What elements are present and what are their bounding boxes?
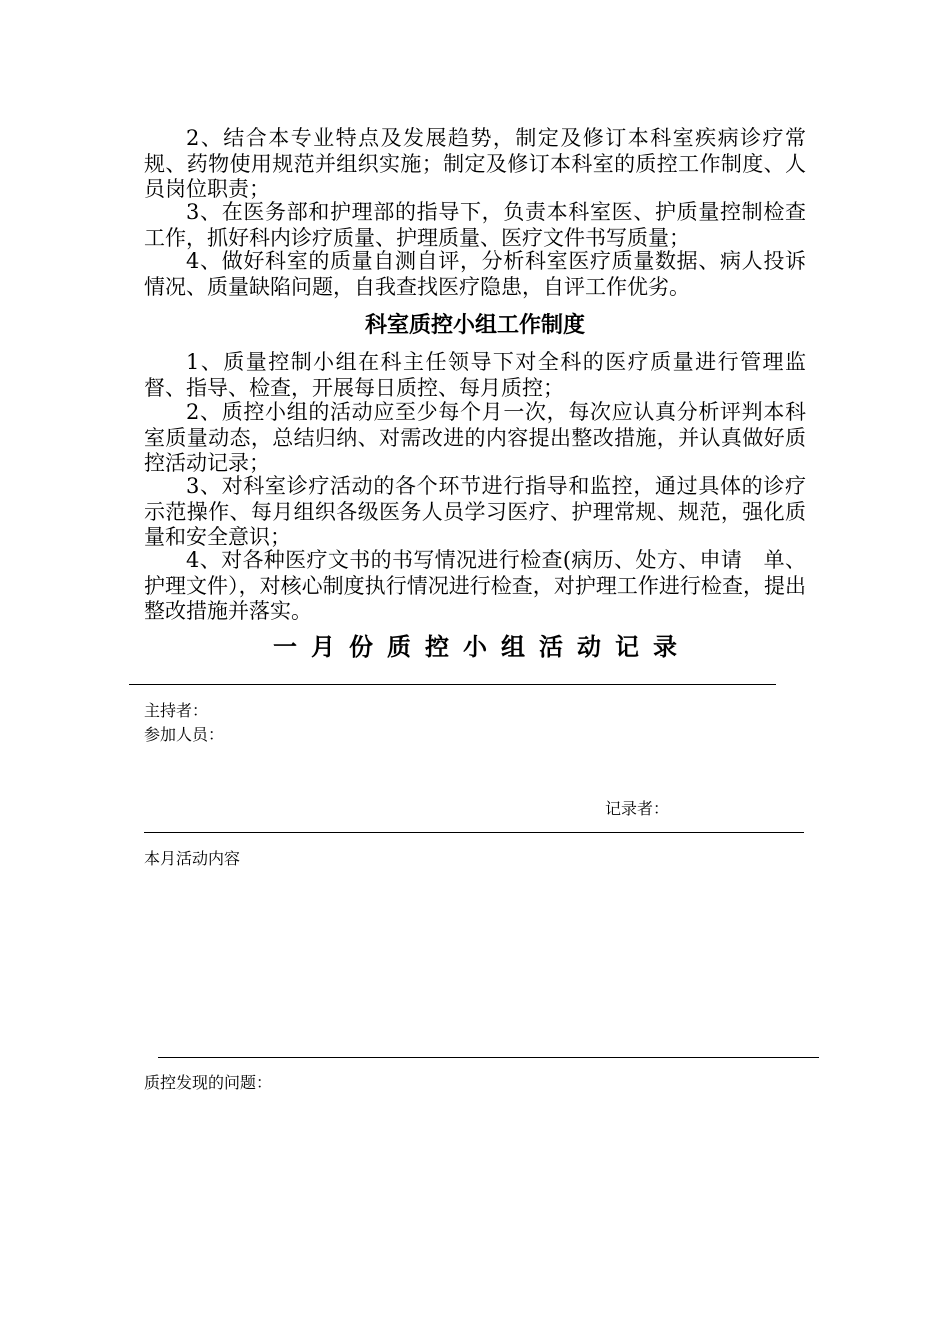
divider-line [158, 1057, 819, 1058]
rule-paragraph-2: 2、结合本专业特点及发展趋势，制定及修订本科室疾病诊疗常规、药物使用规范并组织实施；制定及修订本科室的质控工作制度、人员岗位职责； [144, 126, 806, 201]
host-label: 主持者： [144, 701, 209, 720]
section-rule-1: 1、质量控制小组在科主任领导下对全科的医疗质量进行管理监督、指导、检查，开展每日质控、每月质控； [144, 350, 806, 400]
section-rule-3: 3、对科室诊疗活动的各个环节进行指导和监控，通过具体的诊疗示范操作、每月组织各级医务人员学习医疗、护理常规、规范，强化质量和安全意识； [144, 474, 806, 549]
recorder-label: 记录者： [605, 799, 670, 818]
divider-line [129, 684, 776, 685]
section-title: 科室质控小组工作制度 [364, 313, 585, 338]
activity-content-label: 本月活动内容 [144, 849, 241, 868]
issues-label: 质控发现的问题： [144, 1073, 273, 1092]
section-rule-2: 2、质控小组的活动应至少每个月一次，每次应认真分析评判本科室质量动态，总结归纳、对需改进的内容提出整改措施，并认真做好质控活动记录； [144, 400, 806, 475]
divider-line [144, 832, 804, 833]
rule-paragraph-4: 4、做好科室的质量自测自评，分析科室医疗质量数据、病人投诉情况、质量缺陷问题，自我查找医疗隐患，自评工作优劣。 [144, 249, 806, 299]
record-title: 一月份质控小组活动记录 [273, 633, 691, 661]
rule-paragraph-3: 3、在医务部和护理部的指导下，负责本科室医、护质量控制检查工作，抓好科内诊疗质量、护理质量、医疗文件书写质量； [144, 200, 806, 250]
section-rule-4: 4、对各种医疗文书的书写情况进行检查(病历、处方、申请 单、护理文件），对核心制度执行情况进行检查，对护理工作进行检查，提出整改措施并落实。 [144, 548, 806, 623]
participants-label: 参加人员： [144, 725, 225, 744]
